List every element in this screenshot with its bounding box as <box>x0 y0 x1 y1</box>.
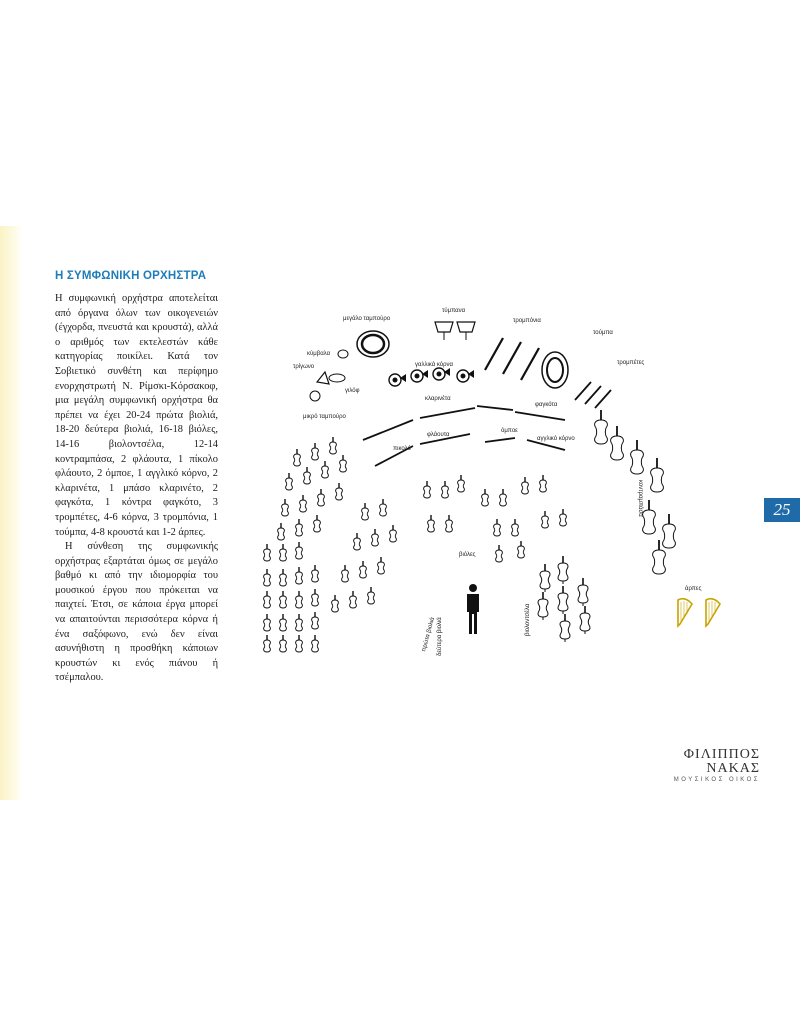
label-harps: άρπες <box>685 586 702 592</box>
label-violas: βιόλες <box>459 552 476 558</box>
french-horns-icon <box>389 368 474 386</box>
label-double-basses: κοντραμπάσα <box>637 480 643 517</box>
timpani-icon <box>435 322 475 340</box>
label-cymbals: κύμβαλα <box>307 351 331 357</box>
cymbals-icon <box>329 350 348 382</box>
harps-icon <box>678 599 720 626</box>
label-english-horn: αγγλικό κόρνο <box>537 436 575 442</box>
label-timpani: τύμπανα <box>442 308 466 314</box>
trumpets-icon <box>575 382 611 408</box>
label-cellos: βιολοντσέλα <box>525 603 531 636</box>
triangle-icon <box>317 372 329 384</box>
label-second-violins: δεύτερα βιολιά <box>437 617 443 656</box>
label-tuba: τούμπα <box>593 330 613 336</box>
footer-name: ΦΙΛΙΠΠΟΣ ΝΑΚΑΣ <box>683 747 760 776</box>
label-snare: μικρό ταμπούρο <box>303 414 346 420</box>
label-piccolo: πικολό <box>393 446 411 452</box>
trombones-icon <box>485 338 539 380</box>
paragraph-1: Η συμφωνική ορχήστρα αποτελείται από όργανα όλων των οικογενειών (έγχορδα, πνευστά και κρουστά), αλλά ο αριθμός των εκτελεστών κάθε κατηγορίας ποικίλει. Κατά τον Σοβιετικό συνθέτη και περίφημο ενορχηστρωτή Ν. Ρίμσκι-Κόρσακοφ, μια μεγάλη συμφωνική ορχήστρα θα πρέπει να έχει 20-24 πρώτα βιολιά, 18-20 δεύτερα βιολιά, 16-18 βιόλες, 14-16 βιολοντσέλα, 12-14 κοντραμπάσα, 2 φλάουτα, 1 πίκολο φλάουτο, 2 όμποε, 1 αγγλικό κόρνο, 2 κλαρινέτα, 1 μπάσο κλαρινέτο, 2 φαγκότα, 1 κόντρα φαγκότο, 3 τρομπέτες, 4-6 κόρνα, 3 τρομπόνια, 1 τούμπα, 4-8 κρουστά και 1-2 άρπες. <box>55 293 218 538</box>
violins-right-block <box>332 499 397 612</box>
conductor-icon <box>467 584 479 634</box>
label-xylophone: γιλόφ <box>345 388 360 394</box>
label-flutes: φλάουτα <box>427 432 450 438</box>
label-triangle: τρίγωνο <box>293 364 315 370</box>
label-oboes: όμποε <box>501 428 518 434</box>
page-title: Η ΣΥΜΦΩΝΙΚΗ ΟΡΧΗΣΤΡΑ <box>55 270 207 282</box>
violas-section <box>424 475 567 562</box>
double-basses-section <box>595 410 676 574</box>
label-trumpets: τρομπέτες <box>617 360 645 366</box>
footer-subtitle: ΜΟΥΣΙΚΟΣ ΟΙΚΟΣ <box>673 777 760 783</box>
footer-logo <box>630 748 760 785</box>
label-bassoons: φαγκότα <box>535 402 558 408</box>
first-violins-section <box>264 542 319 652</box>
label-trombones: τρομπόνια <box>513 318 541 324</box>
cellos-section <box>538 556 590 642</box>
paragraph-2: Η σύνθεση της συμφωνικής ορχήστρας εξαρτάται όμως σε μεγάλο βαθμό κι από την ιδιομορφία του μουσικού έργου που πρόκειται να παιχτεί. Έτσι, σε κάποια έργα μπορεί να απαιτούνται περισσότερα κόρνα ή ένα σαξόφωνο, ενώ δεν είναι ασυνήθιστη η προσθήκη κάποιων κρουστών κι ενός πιάνου ή τσέμπαλου. <box>55 541 218 684</box>
label-french-horns: γαλλικά κόρνα <box>415 362 454 368</box>
label-bass-drum: μεγάλο ταμπούρο <box>343 316 391 322</box>
second-violins-section <box>278 437 347 540</box>
label-clarinets: κλαρινέτα <box>425 396 451 402</box>
woodwind-rows <box>363 406 565 466</box>
page-number-badge: 25 <box>764 498 800 522</box>
tuba-icon <box>542 352 568 388</box>
page-spine-shade <box>0 226 22 800</box>
bass-drum-icon <box>357 331 389 357</box>
orchestra-seating-diagram <box>245 300 765 680</box>
article-body <box>55 292 218 686</box>
snare-icon <box>310 391 320 401</box>
label-first-violins: πρώτα βιολιά <box>421 616 437 653</box>
